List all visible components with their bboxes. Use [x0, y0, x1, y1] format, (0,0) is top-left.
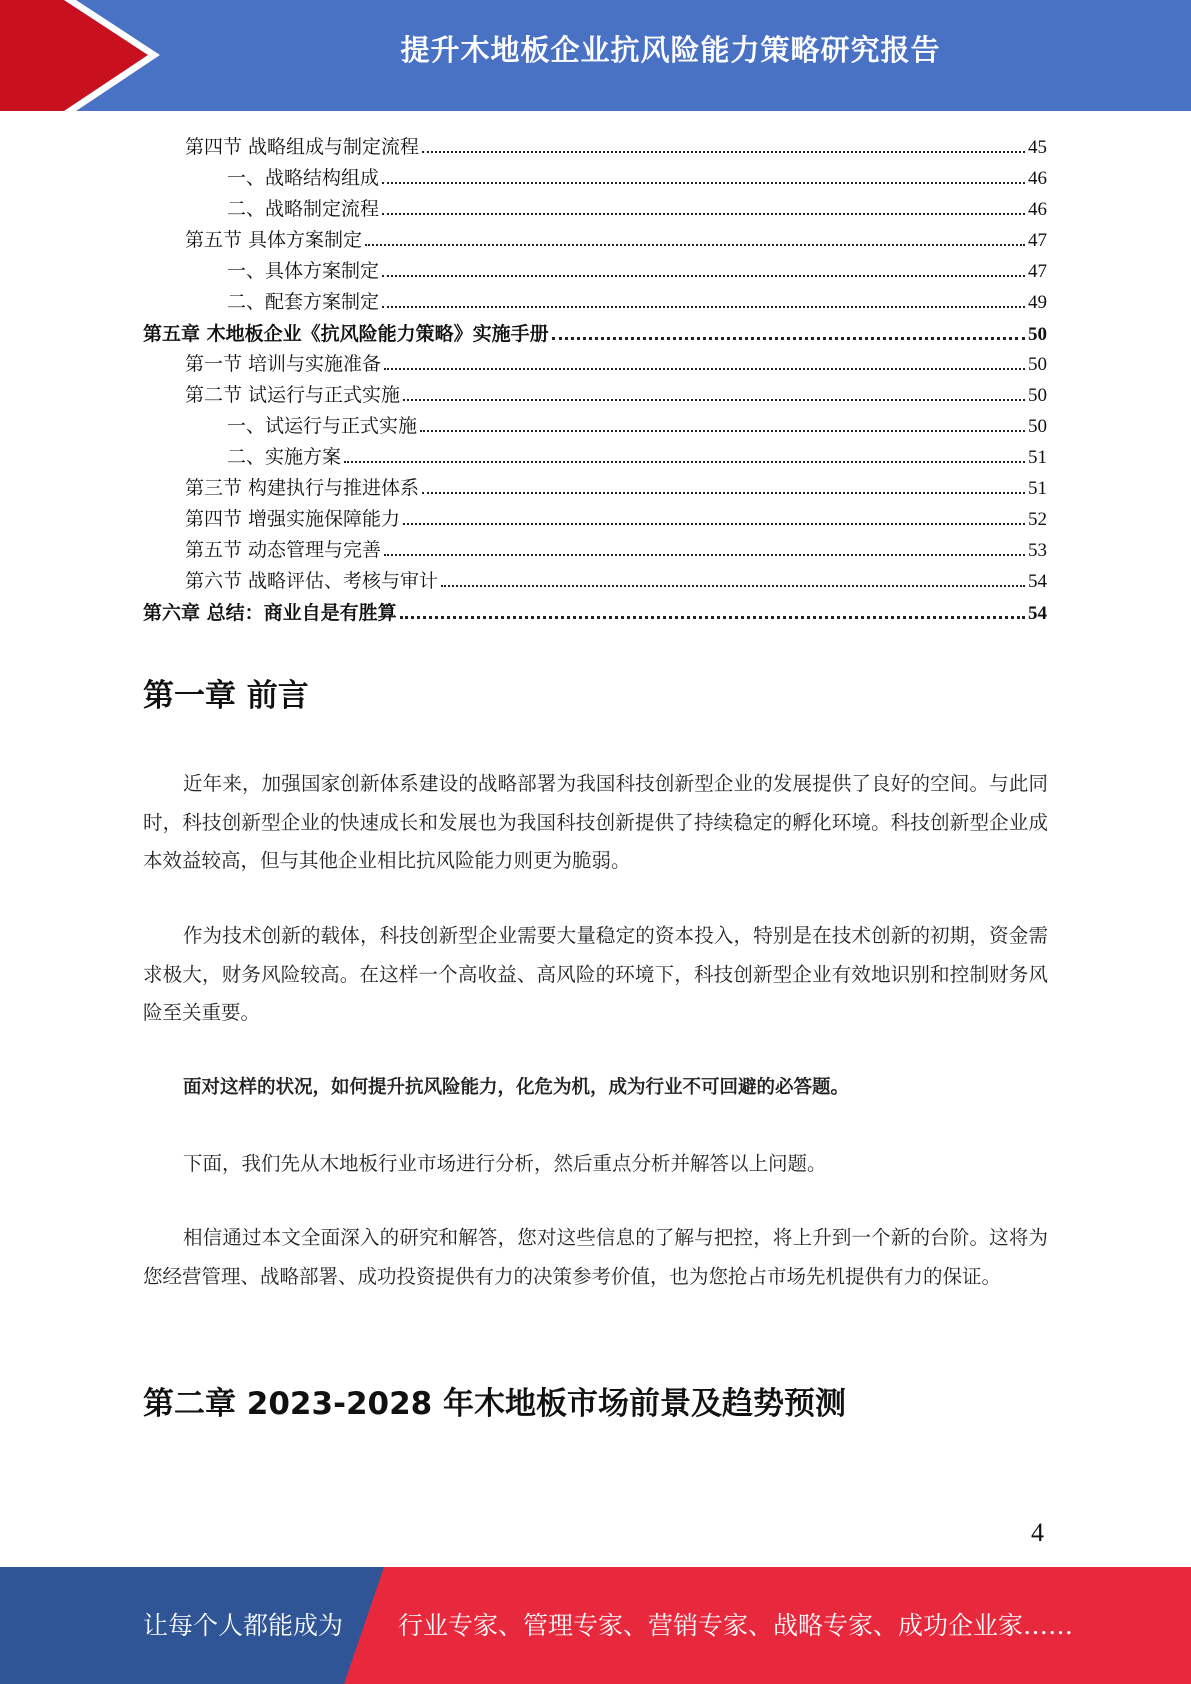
toc-leader-dots: [400, 594, 1025, 619]
toc-entry[interactable]: [143, 439, 1047, 470]
body-paragraph: 近年来，加强国家创新体系建设的战略部署为我国科技创新型企业的发展提供了良好的空间。与此同时，科技创新型企业的快速成长和发展也为我国科技创新提供了持续稳定的孵化环境。科技创新型企业成本效益较高，但与其他企业相比抗风险能力则更为脆弱。: [143, 772, 1048, 872]
toc-entry-label: 第三节 构建执行与推进体系: [185, 477, 420, 499]
toc-chapter-entry[interactable]: [143, 315, 1047, 346]
toc-leader-dots: [382, 284, 1025, 308]
toc-entry[interactable]: [143, 284, 1047, 315]
toc-entry[interactable]: [143, 532, 1047, 563]
toc-entry-page: 46: [1028, 199, 1047, 220]
toc-entry-page: 49: [1028, 292, 1047, 313]
toc-leader-dots: [422, 129, 1025, 153]
toc-entry-page: 50: [1028, 416, 1047, 437]
toc-entry[interactable]: [143, 191, 1047, 222]
table-of-contents: [143, 129, 1047, 625]
toc-entry-page: 51: [1028, 478, 1047, 499]
toc-leader-dots: [403, 501, 1025, 525]
page-header: [0, 0, 1191, 111]
footer-slogan-right: 行业专家、管理专家、营销专家、战略专家、成功企业家……: [398, 1611, 1074, 1640]
toc-entry-label: 二、实施方案: [227, 446, 342, 468]
toc-entry-label: 第二节 试运行与正式实施: [185, 384, 401, 406]
toc-entry-label: 第一节 培训与实施准备: [185, 353, 382, 375]
toc-entry[interactable]: [143, 160, 1047, 191]
toc-entry-label: 第五章 木地板企业《抗风险能力策略》实施手册: [143, 323, 549, 345]
toc-leader-dots: [382, 253, 1025, 277]
toc-entry[interactable]: [143, 501, 1047, 532]
emphasis-paragraph: 面对这样的状况，如何提升抗风险能力，化危为机，成为行业不可回避的必答题。: [183, 1077, 850, 1098]
page-footer: [0, 1567, 1191, 1684]
body-paragraph: 相信通过本文全面深入的研究和解答，您对这些信息的了解与把控，将上升到一个新的台阶。这将为您经营管理、战略部署、成功投资提供有力的决策参考价值，也为您抢占市场先机提供有力的保证。: [143, 1226, 1048, 1288]
toc-entry-page: 50: [1028, 324, 1047, 345]
toc-leader-dots: [422, 470, 1025, 494]
toc-entry-label: 二、配套方案制定: [227, 291, 380, 313]
toc-leader-dots: [420, 408, 1025, 432]
header-title: 提升木地板企业抗风险能力策略研究报告: [400, 33, 941, 67]
toc-entry-page: 46: [1028, 168, 1047, 189]
toc-entry[interactable]: [143, 563, 1047, 594]
toc-entry[interactable]: [143, 129, 1047, 160]
toc-entry-page: 50: [1028, 354, 1047, 375]
toc-entry-page: 47: [1028, 261, 1047, 282]
page-number: 4: [1031, 1518, 1044, 1547]
toc-chapter-entry[interactable]: [143, 594, 1047, 625]
toc-entry-page: 51: [1028, 447, 1047, 468]
toc-leader-dots: [441, 563, 1025, 587]
toc-entry-page: 52: [1028, 509, 1047, 530]
toc-leader-dots: [552, 315, 1025, 340]
toc-entry-label: 第五节 动态管理与完善: [185, 539, 382, 561]
toc-entry-label: 二、战略制定流程: [227, 198, 380, 220]
toc-leader-dots: [382, 160, 1025, 184]
body-paragraph: 作为技术创新的载体，科技创新型企业需要大量稳定的资本投入，特别是在技术创新的初期，资金需求极大，财务风险较高。在这样一个高收益、高风险的环境下，科技创新型企业有效地识别和控制财务风险至关重要。: [143, 924, 1048, 1024]
body-paragraph: 下面，我们先从木地板行业市场进行分析，然后重点分析并解答以上问题。: [183, 1152, 827, 1175]
toc-entry[interactable]: [143, 222, 1047, 253]
toc-entry[interactable]: [143, 253, 1047, 284]
toc-entry-page: 54: [1028, 603, 1047, 624]
toc-entry[interactable]: [143, 470, 1047, 501]
toc-entry-page: 53: [1028, 540, 1047, 561]
chapter-1-heading: 第一章 前言: [143, 678, 309, 714]
toc-entry-label: 一、试运行与正式实施: [227, 415, 418, 437]
toc-entry-page: 50: [1028, 385, 1047, 406]
toc-entry-page: 54: [1028, 571, 1047, 592]
toc-entry[interactable]: [143, 346, 1047, 377]
toc-entry-label: 一、战略结构组成: [227, 167, 380, 189]
footer-slogan-left: 让每个人都能成为: [143, 1611, 344, 1640]
toc-leader-dots: [403, 377, 1025, 401]
toc-leader-dots: [382, 191, 1025, 215]
toc-entry-page: 45: [1028, 137, 1047, 158]
toc-entry-label: 第四节 增强实施保障能力: [185, 508, 401, 530]
toc-leader-dots: [344, 439, 1025, 463]
toc-leader-dots: [384, 346, 1025, 370]
toc-entry-label: 第五节 具体方案制定: [185, 229, 363, 251]
toc-entry-label: 第六节 战略评估、考核与审计: [185, 570, 439, 592]
toc-leader-dots: [365, 222, 1025, 246]
toc-entry-page: 47: [1028, 230, 1047, 251]
toc-entry-label: 第六章 总结：商业自是有胜算: [143, 602, 397, 624]
toc-entry[interactable]: [143, 408, 1047, 439]
toc-entry-label: 一、具体方案制定: [227, 260, 380, 282]
toc-entry-label: 第四节 战略组成与制定流程: [185, 136, 420, 158]
toc-entry[interactable]: [143, 377, 1047, 408]
toc-leader-dots: [384, 532, 1025, 556]
chapter-2-heading: 第二章 2023-2028 年木地板市场前景及趋势预测: [143, 1386, 847, 1422]
